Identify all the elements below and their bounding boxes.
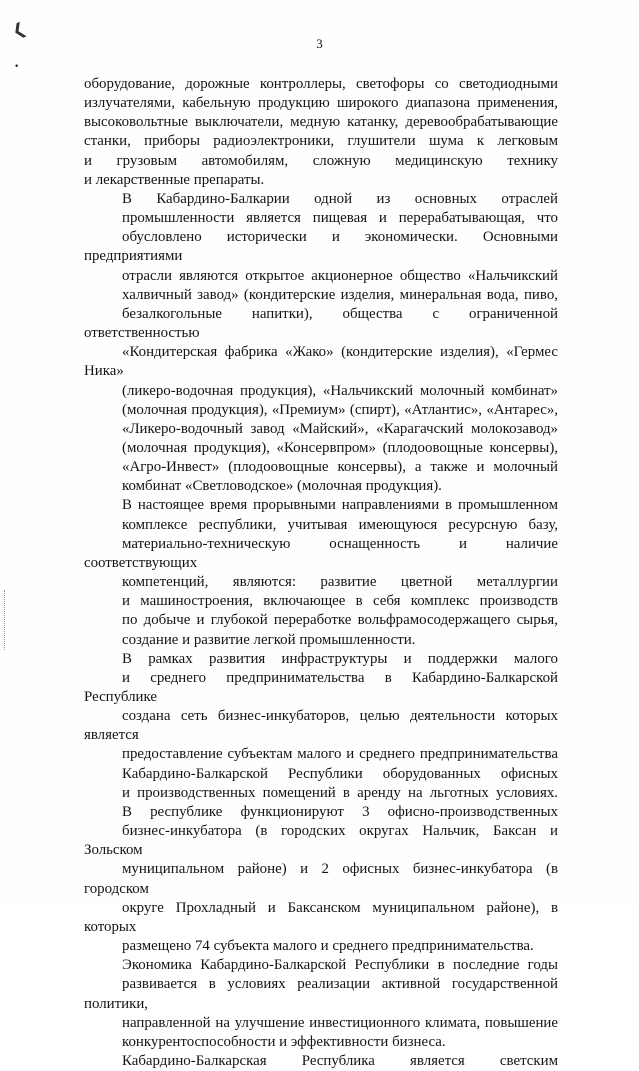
text-line: В республике функционируют 3 офисно-производственных [122,803,558,820]
text-line: В Кабардино-Балкарии одной из основных отраслей [122,190,558,207]
page-number: 3 [316,36,323,51]
text-line: предоставление субъектам малого и среднего предпринимательства [122,746,558,763]
text-line: «Кондитерская фабрика «Жако» (кондитерские изделия), «Гермес Ника» [84,344,558,380]
text-line: округе Прохладный и Баксанском муниципальном районе), в которых [84,899,558,935]
text-line: (молочная продукция), «Консервпром» (плодоовощные консервы), [122,439,558,456]
text-line: Кабардино-Балкарская Республика является светским [122,1052,558,1069]
paragraph [84,956,558,1052]
text-line: размещено 74 субъекта малого и среднего предпринимательства. [122,938,534,955]
text-line: станки, приборы радиоэлектроники, глушители шума к легковым [84,133,558,150]
text-line: конкурентоспособности и эффективности бизнеса. [122,1033,446,1050]
text-line: В настоящее время прорывными направлениями в промышленном [122,497,558,514]
text-line: комбинат «Светловодское» (молочная продукция). [122,478,442,495]
paragraph [84,190,558,497]
text-line: по добыче и глубокой переработке вольфрамосодержащего сырья, [122,612,558,629]
text-line: муниципальном районе) и 2 офисных бизнес-инкубатора (в городском [84,861,558,897]
text-line: создана сеть бизнес-инкубаторов, целью деятельности которых является [84,708,558,744]
text-line: обусловлено исторически и экономически. Основными предприятиями [84,229,558,265]
scan-mark: • [14,62,20,72]
text-line: создание и развитие легкой промышленности. [122,631,416,648]
text-line: (ликеро-водочная продукция), «Нальчикский молочный комбинат» [122,382,558,399]
text-line: направленной на улучшение инвестиционного климата, повышение [122,1014,558,1031]
text-line: бизнес-инкубатора (в городских округах Нальчик, Баксан и Зольском [84,823,558,859]
scan-edge-mark [4,590,8,650]
text-line: и грузовым автомобилям, сложную медицинскую технику [84,152,558,169]
text-line: халвичный завод» (кондитерские изделия, минеральная вода, пиво, [122,286,558,303]
paragraph [84,75,558,190]
text-line: В рамках развития инфраструктуры и поддержки малого [122,650,558,667]
text-line: и лекарственные препараты. [84,171,265,188]
text-line: «Агро-Инвест» (плодоовощные консервы), а также и молочный [122,459,558,476]
text-line: промышленности является пищевая и перерабатывающая, что [122,210,558,227]
text-line: безалкогольные напитки), общества с ограниченной ответственностью [84,305,558,342]
text-line: Кабардино-Балкарской Республики оборудованных офисных [122,765,558,782]
paragraph [84,650,558,957]
scan-mark: ❮ [8,18,29,41]
paragraph [84,1052,558,1071]
text-line: материально-техническую оснащенность и наличие соответствующих [84,535,558,571]
text-line: компетенций, являются: развитие цветной металлургии [122,574,558,591]
text-line: отрасли являются открытое акционерное общество «Нальчикский [122,267,558,284]
text-line: «Ликеро-водочный завод «Майский», «Карагачский молокозавод» [122,420,558,437]
text-line: Экономика Кабардино-Балкарской Республики в последние годы [122,957,558,974]
text-line: комплексе республики, учитывая имеющуюся ресурсную базу, [122,516,558,533]
text-line: (молочная продукция), «Премиум» (спирт), «Атлантис», «Антарес», [122,401,558,418]
text-line: оборудование, дорожные контроллеры, светофоры со светодиодными [84,76,558,92]
text-line: и производственных помещений в аренду на льготных условиях. [122,784,558,801]
text-line: высоковольтные выключатели, медную катанку, деревообрабатывающие [84,114,558,131]
text-line: и среднего предпринимательства в Кабардино-Балкарской Республике [84,669,558,705]
text-line: излучателями, кабельную продукцию широкого диапазона применения, [84,95,558,112]
text-line: и машиностроения, включающее в себя комплекс производств [122,593,558,610]
document-body [84,75,558,1071]
paragraph [84,496,558,649]
text-line: развивается в условиях реализации активной государственной политики, [84,976,558,1012]
